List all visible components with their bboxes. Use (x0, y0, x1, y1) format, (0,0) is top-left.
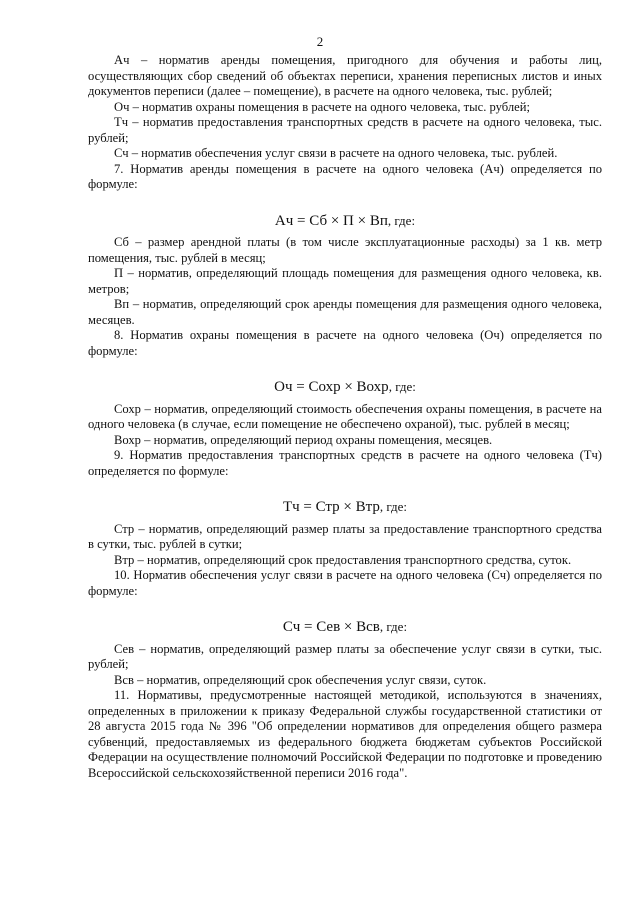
clause-10: 10. Норматив обеспечения услуг связи в расчете на одного человека (Сч) определяется по формуле: (88, 568, 602, 598)
document-body (88, 53, 602, 781)
formula-tch-suffix: , где: (379, 499, 408, 514)
formula-och-suffix: , где: (388, 379, 416, 394)
clause-8: 8. Норматив охраны помещения в расчете на одного человека (Оч) определяется по формуле: (88, 328, 602, 358)
formula-sch-suffix: , где: (379, 619, 408, 634)
formula-ach-suffix: , где: (387, 212, 416, 228)
formula-och (88, 379, 602, 396)
definition-p: П – норматив, определяющий площадь помещения для размещения одного человека, кв. метров; (88, 266, 602, 296)
clause-9: 9. Норматив предоставления транспортных средств в расчете на одного человека (Тч) определяется по формуле: (88, 448, 602, 478)
definition-sokhr: Сохр – норматив, определяющий стоимость обеспечения охраны помещения, в расчете на одного человека (в случае, если помещение не обеспечено охраной), тыс. рублей в месяц; (88, 401, 602, 431)
definition-str: Стр – норматив, определяющий размер платы за предоставление транспортного средства в сутки, тыс. рублей в сутки; (88, 521, 602, 551)
formula-ach-expression: Ач = Сб × П × Вп (274, 212, 388, 229)
definition-ach: Ач – норматив аренды помещения, пригодного для обучения и работы лиц, осуществляющих сбор сведений об объектах переписи, хранения переписных листов и иных документов переписи (далее – помещение), в расчете на одного человека, тыс. рублей; (88, 53, 602, 98)
clause-11: 11. Нормативы, предусмотренные настоящей методикой, используются в значениях, определенных в приложении к приказу Федеральной службы государственной статистики от 28 августа 2015 года № 396 "Об определении нормативов для определения общего размера субвенций, предоставляемых из федерального бюджета бюджетам субъектов Российской Федерации на осуществление полномочий Российской Федерации по подготовке и проведению Всероссийской сельскохозяйственной переписи 2016 года". (88, 688, 602, 780)
definition-vokhr: Вохр – норматив, определяющий период охраны помещения, месяцев. (114, 432, 493, 447)
definition-sb: Сб – размер арендной платы (в том числе эксплуатационные расходы) за 1 кв. метр помещения, тыс. рублей в месяц; (88, 235, 602, 265)
definition-och: Оч – норматив охраны помещения в расчете на одного человека, тыс. рублей; (114, 99, 530, 114)
definition-tch: Тч – норматив предоставления транспортных средств в расчете на одного человека, тыс. рублей; (88, 115, 602, 145)
definition-sev: Сев – норматив, определяющий размер платы за обеспечение услуг связи в сутки, тыс. рублей; (88, 641, 602, 671)
formula-tch-expression: Тч = Стр × Втр (282, 499, 380, 515)
formula-tch (88, 499, 602, 516)
formula-sch-expression: Сч = Сев × Всв (282, 619, 380, 635)
definition-vsv: Всв – норматив, определяющий срок обеспечения услуг связи, суток. (114, 672, 487, 687)
clause-7: 7. Норматив аренды помещения в расчете на одного человека (Ач) определяется по формуле: (88, 161, 602, 191)
definition-vtr: Втр – норматив, определяющий срок предоставления транспортного средства, суток. (114, 552, 572, 567)
formula-och-expression: Оч = Сохр × Вохр (274, 379, 389, 395)
definition-vp: Вп – норматив, определяющий срок аренды помещения для размещения одного человека, месяцев. (88, 297, 602, 327)
formula-sch (88, 619, 602, 636)
page-number: 2 (316, 34, 324, 49)
definition-sch: Сч – норматив обеспечения услуг связи в расчете на одного человека, тыс. рублей. (114, 146, 558, 160)
formula-ach (88, 213, 602, 230)
